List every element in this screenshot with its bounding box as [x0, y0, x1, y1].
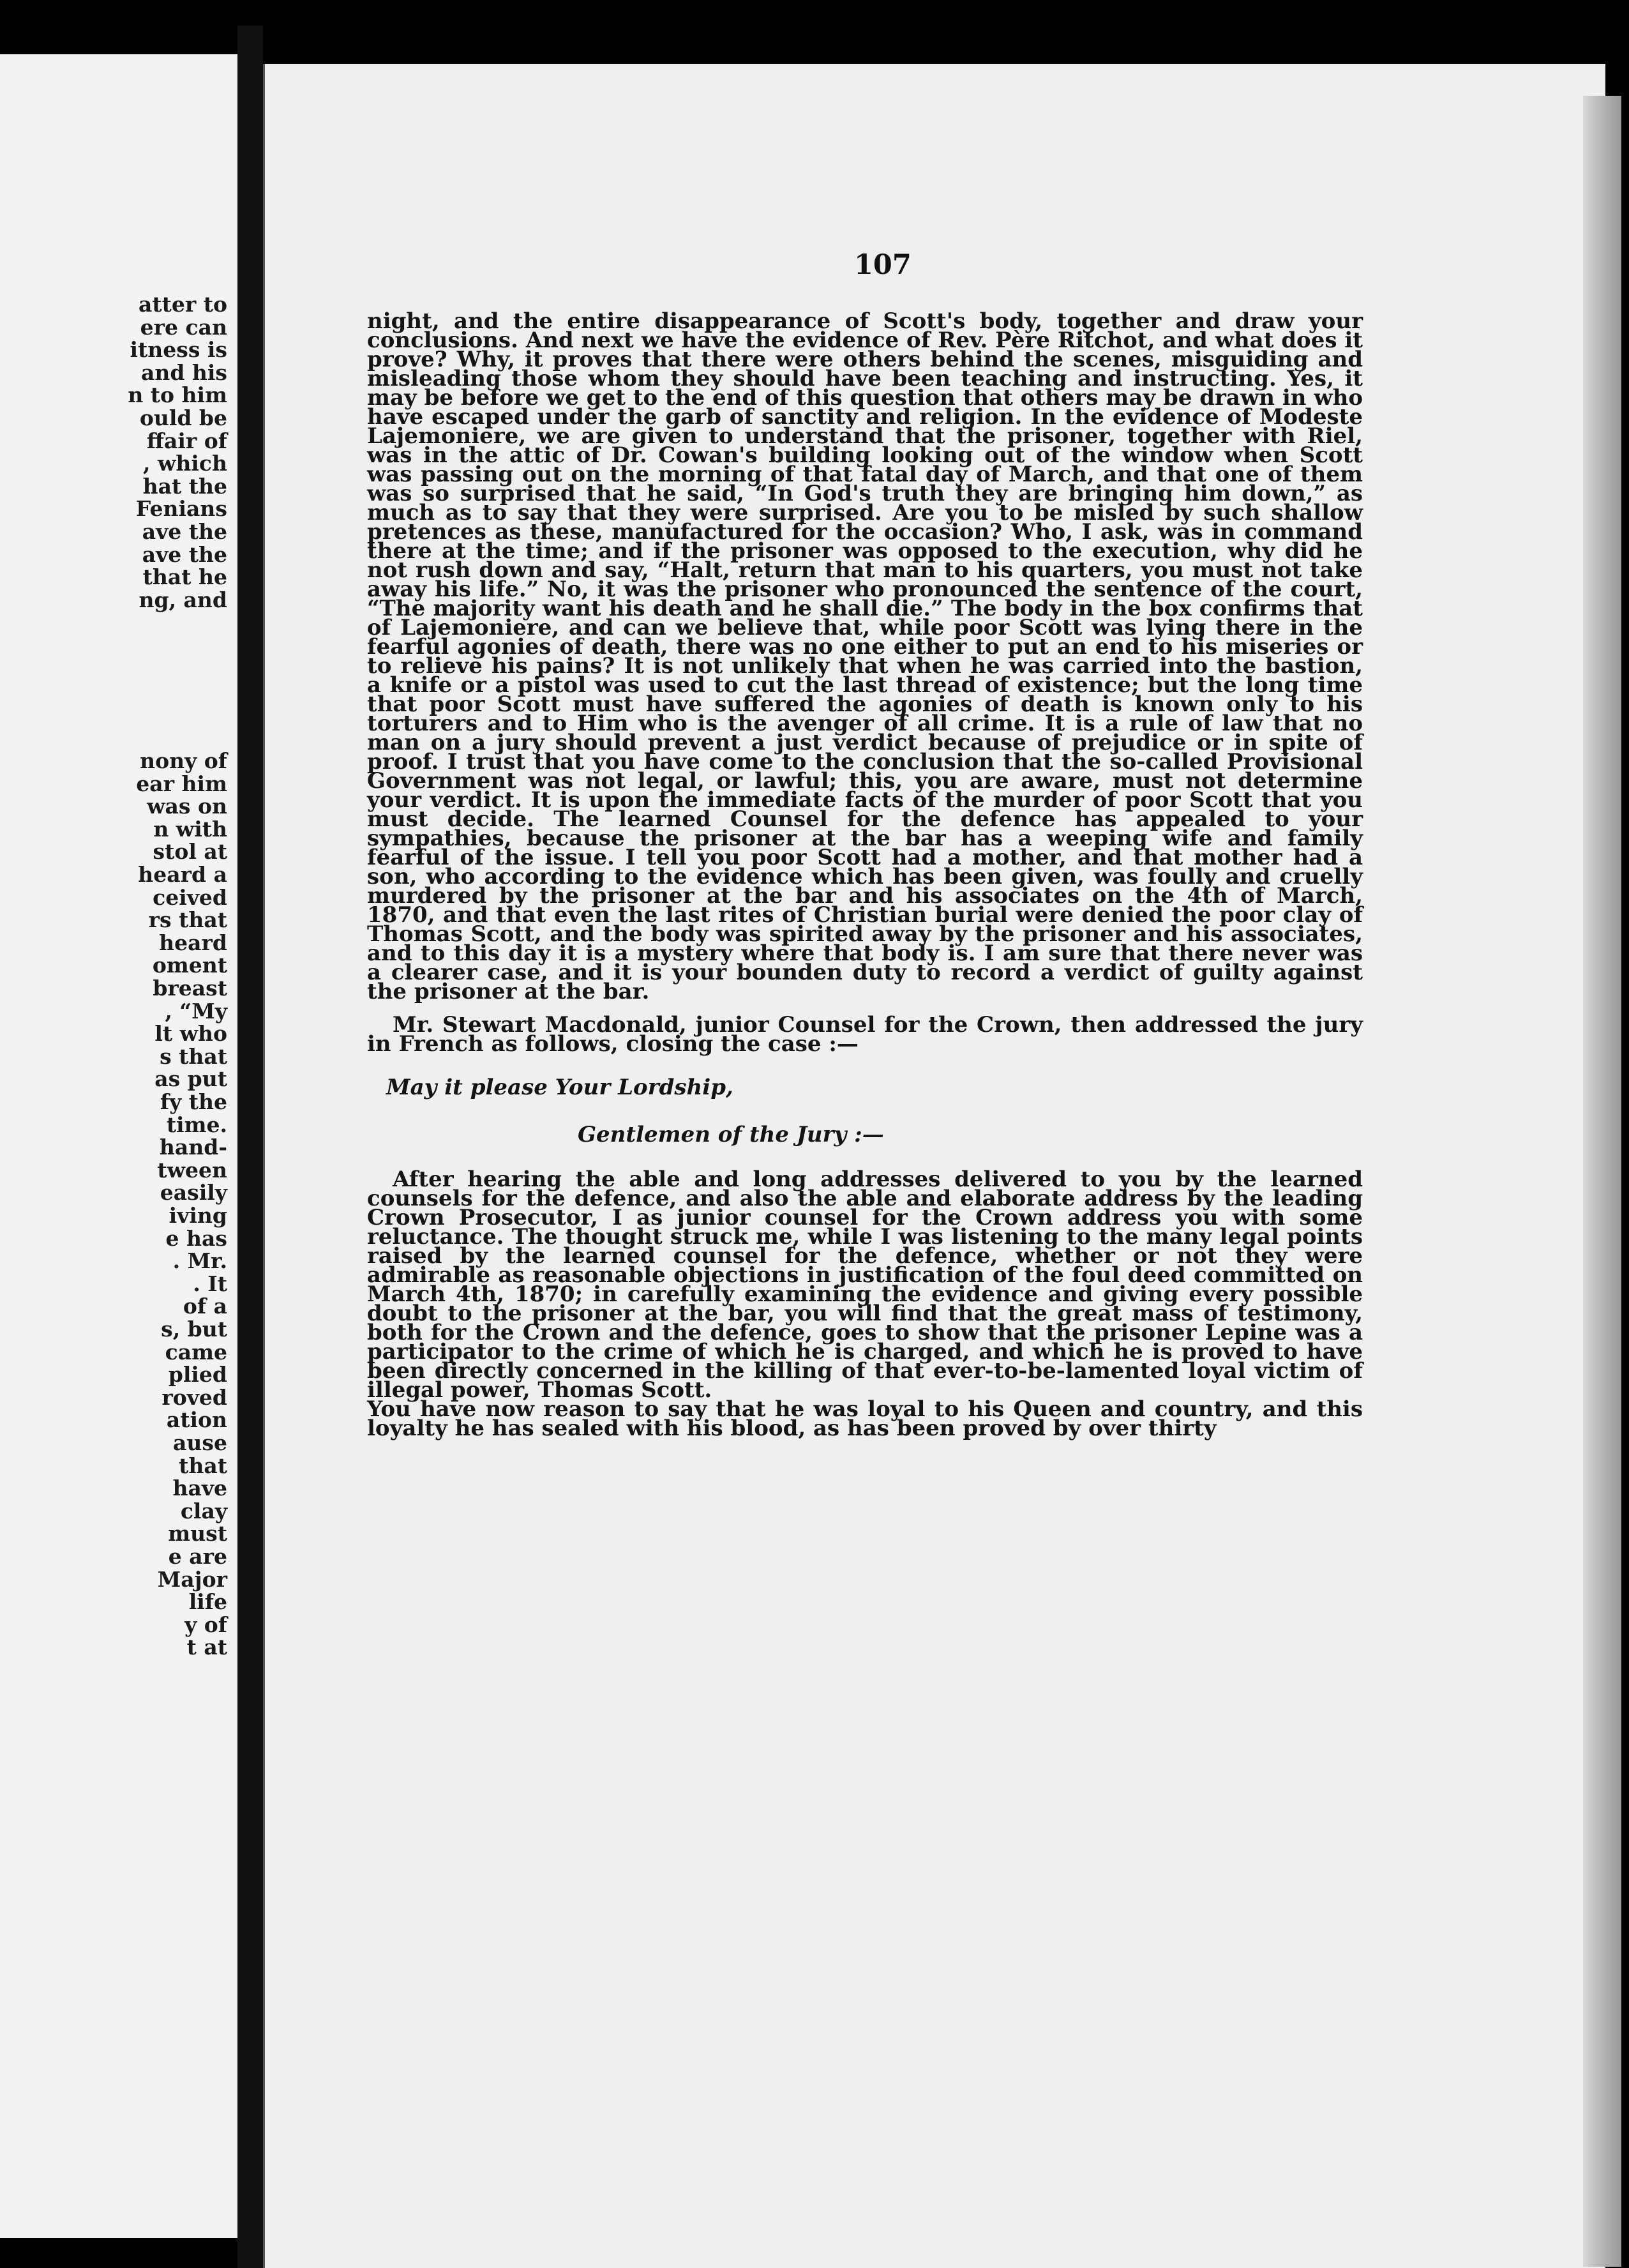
left-page-line-fragment: that — [179, 1453, 227, 1478]
page-body — [367, 308, 1363, 1441]
left-page-line-fragment: time. — [166, 1112, 227, 1137]
left-page-line-fragment: , “My — [165, 998, 227, 1024]
left-page-line-fragment: ave the — [142, 519, 227, 544]
left-page-line-fragment: n with — [153, 816, 227, 842]
book-gutter — [237, 26, 263, 2268]
salutation-lordship: May it please Your Lordship, — [386, 1075, 733, 1100]
left-page-line-fragment: ave the — [142, 541, 227, 567]
left-page-line-fragment: clay — [180, 1498, 227, 1523]
left-page-line-fragment: ear him — [136, 771, 227, 796]
left-page-line-fragment: rs that — [148, 907, 227, 933]
left-page-line-fragment: ation — [166, 1407, 227, 1433]
left-page-line-fragment: ause — [173, 1430, 227, 1455]
left-page-line-fragment: n to him — [128, 382, 227, 408]
page-edge — [1583, 96, 1621, 2267]
left-page-line-fragment: life — [188, 1589, 227, 1615]
left-page-line-fragment: Major — [157, 1566, 227, 1592]
paragraph-1: night, and the entire disappearance of Scott's body, together and draw your conclusions. And next we have the evidence of Rev. Père Ritchot, and what does it prove? Why, it proves that there were others behind the scenes, misguiding and misleading those whom they should have been teaching and instructing. Yes, it may be before we get to the end of this question that others may be drawn in who have escaped under the garb of sanctity and religion. In the evidence of Modeste Lajemoniere, we are given to understand that the prisoner, together with Riel, was in the attic of Dr. Cowan's building looking out of the window when Scott was passing out on the morning of that fatal day of March, and that one of them was so surprised that he said, “In God's truth they are bringing him down,” as much as to say that they were surprised. Are you to be misled by such shallow pretences as these, manufactured for the occasion? Who, I ask, was in command there at the time; and if the prisoner was opposed to the execution, why did he not rush down and say, “Halt, return that man to his quarters, you must not take away his life.” No, it was the prisoner who pronounced the sentence of the court, “The majority want his death and he shall die.” The body in the box confirms that of Lajemoniere, and can we believe that, while poor Scott was lying there in the fearful agonies of death, there was no one either to put an end to his miseries or to relieve his pains? It is not unlikely that when he was carried into the bastion, a knife or a pistol was used to cut the last thread of existence; but the long time that poor Scott must have suffered the agonies of death is known only to his torturers and to Him who is the avenger of all crime. It is a rule of law that no man on a jury should prevent a just verdict because of prejudice or in spite of proof. I trust that you have come to the conclusion that the so-called Provisional Government was not legal, or lawful; this, you are aware, must not determine your verdict. It is upon the immediate facts of the murder of poor Scott that you must decide. The learned Counsel for the defence has appealed to your sympathies, because the prisoner at the bar has a weeping wife and family fearful of the issue. I tell you poor Scott had a mother, and that mother had a son, who according to the evidence which has been given, was foully and cruelly murdered by the prisoner at the bar and his associates on the 4th of March, 1870, and that even the last rites of Christian burial were denied the poor clay of Thomas Scott, and the body was spirited away by the prisoner and his associates, and to this day it is a mystery where that body is. I am sure that there never was a clearer case, and it is your bounden duty to record a verdict of guilty against the prisoner at the bar. — [367, 308, 1363, 1004]
left-page-line-fragment: ng, and — [139, 587, 227, 612]
left-page-line-fragment: s that — [160, 1043, 227, 1069]
left-page-line-fragment: heard — [159, 930, 227, 955]
left-page-line-fragment: s, but — [161, 1317, 227, 1342]
left-page-fragment — [0, 54, 237, 2238]
left-page-line-fragment: oment — [152, 953, 227, 978]
paragraph-2: Mr. Stewart Macdonald, junior Counsel for the Crown, then addressed the jury in French as follows, closing the case :— — [367, 1012, 1363, 1057]
left-page-line-fragment: of a — [183, 1294, 227, 1319]
left-page-line-fragment: e are — [168, 1544, 227, 1569]
left-page-line-fragment: have — [172, 1476, 227, 1501]
left-page-line-fragment: plied — [168, 1362, 227, 1387]
left-page-line-fragment: atter to — [139, 292, 227, 317]
left-page-line-fragment: and his — [140, 359, 227, 385]
left-page-line-fragment: that he — [142, 564, 227, 590]
left-page-line-fragment: stol at — [153, 839, 227, 865]
left-page-line-fragment: y of — [184, 1612, 227, 1637]
salutation-jury: Gentlemen of the Jury :— — [578, 1122, 884, 1147]
left-page-line-fragment: tween — [157, 1157, 227, 1183]
left-page-line-fragment: nony of — [140, 748, 227, 773]
left-page-line-fragment: , which — [143, 451, 227, 476]
left-page-line-fragment: ceived — [153, 884, 227, 910]
left-page-line-fragment: fy the — [160, 1089, 227, 1114]
left-page-line-fragment: iving — [169, 1203, 227, 1228]
left-page-line-fragment: roved — [161, 1384, 227, 1410]
left-page-line-fragment: was on — [147, 794, 227, 819]
left-page-line-fragment: ould be — [139, 405, 227, 430]
left-page-line-fragment: easily — [160, 1180, 227, 1206]
page-number: 107 — [854, 249, 912, 281]
left-page-line-fragment: ere can — [140, 314, 227, 340]
paragraph-4: You have now reason to say that he was loyal to his Queen and country, and this loyalty he has sealed with his blood, as has been proved by over thirty — [367, 1396, 1363, 1441]
left-page-line-fragment: came — [165, 1339, 227, 1365]
left-page-line-fragment: e has — [165, 1225, 227, 1251]
left-page-line-fragment: t at — [186, 1635, 227, 1660]
left-page-line-fragment: . It — [193, 1271, 227, 1296]
left-page-line-fragment: Fenians — [135, 496, 227, 522]
left-page-line-fragment: hand- — [159, 1135, 227, 1160]
left-page-line-fragment: breast — [153, 976, 227, 1001]
left-page-line-fragment: must — [168, 1521, 227, 1546]
left-page-line-fragment: as put — [154, 1066, 227, 1092]
paragraph-3: After hearing the able and long addresses delivered to you by the learned counsels for the defence, and also the able and elaborate address by the leading Crown Prosecutor, I as junior counsel for the Crown address you with some reluctance. The thought struck me, while I was listening to the many legal points raised by the learned counsel for the defence, whether or not they were admirable as reasonable objections in justification of the foul deed committed on March 4th, 1870; in carefully examining the evidence and giving every possible doubt to the prisoner at the bar, you will find that the great mass of testimony, both for the Crown and the defence, goes to show that the prisoner Lepine was a participator to the crime of which he is charged, and which he is proved to have been directly concerned in the killing of that ever-to-be-lamented loyal victim of illegal power, Thomas Scott. — [367, 1167, 1363, 1403]
left-page-line-fragment: hat the — [142, 473, 227, 499]
left-page-line-fragment: lt who — [154, 1021, 227, 1047]
left-page-line-fragment: itness is — [130, 337, 227, 363]
left-page-line-fragment: ffair of — [146, 428, 227, 453]
left-page-line-fragment: heard a — [138, 862, 227, 887]
left-page-line-fragment: . Mr. — [172, 1248, 227, 1274]
